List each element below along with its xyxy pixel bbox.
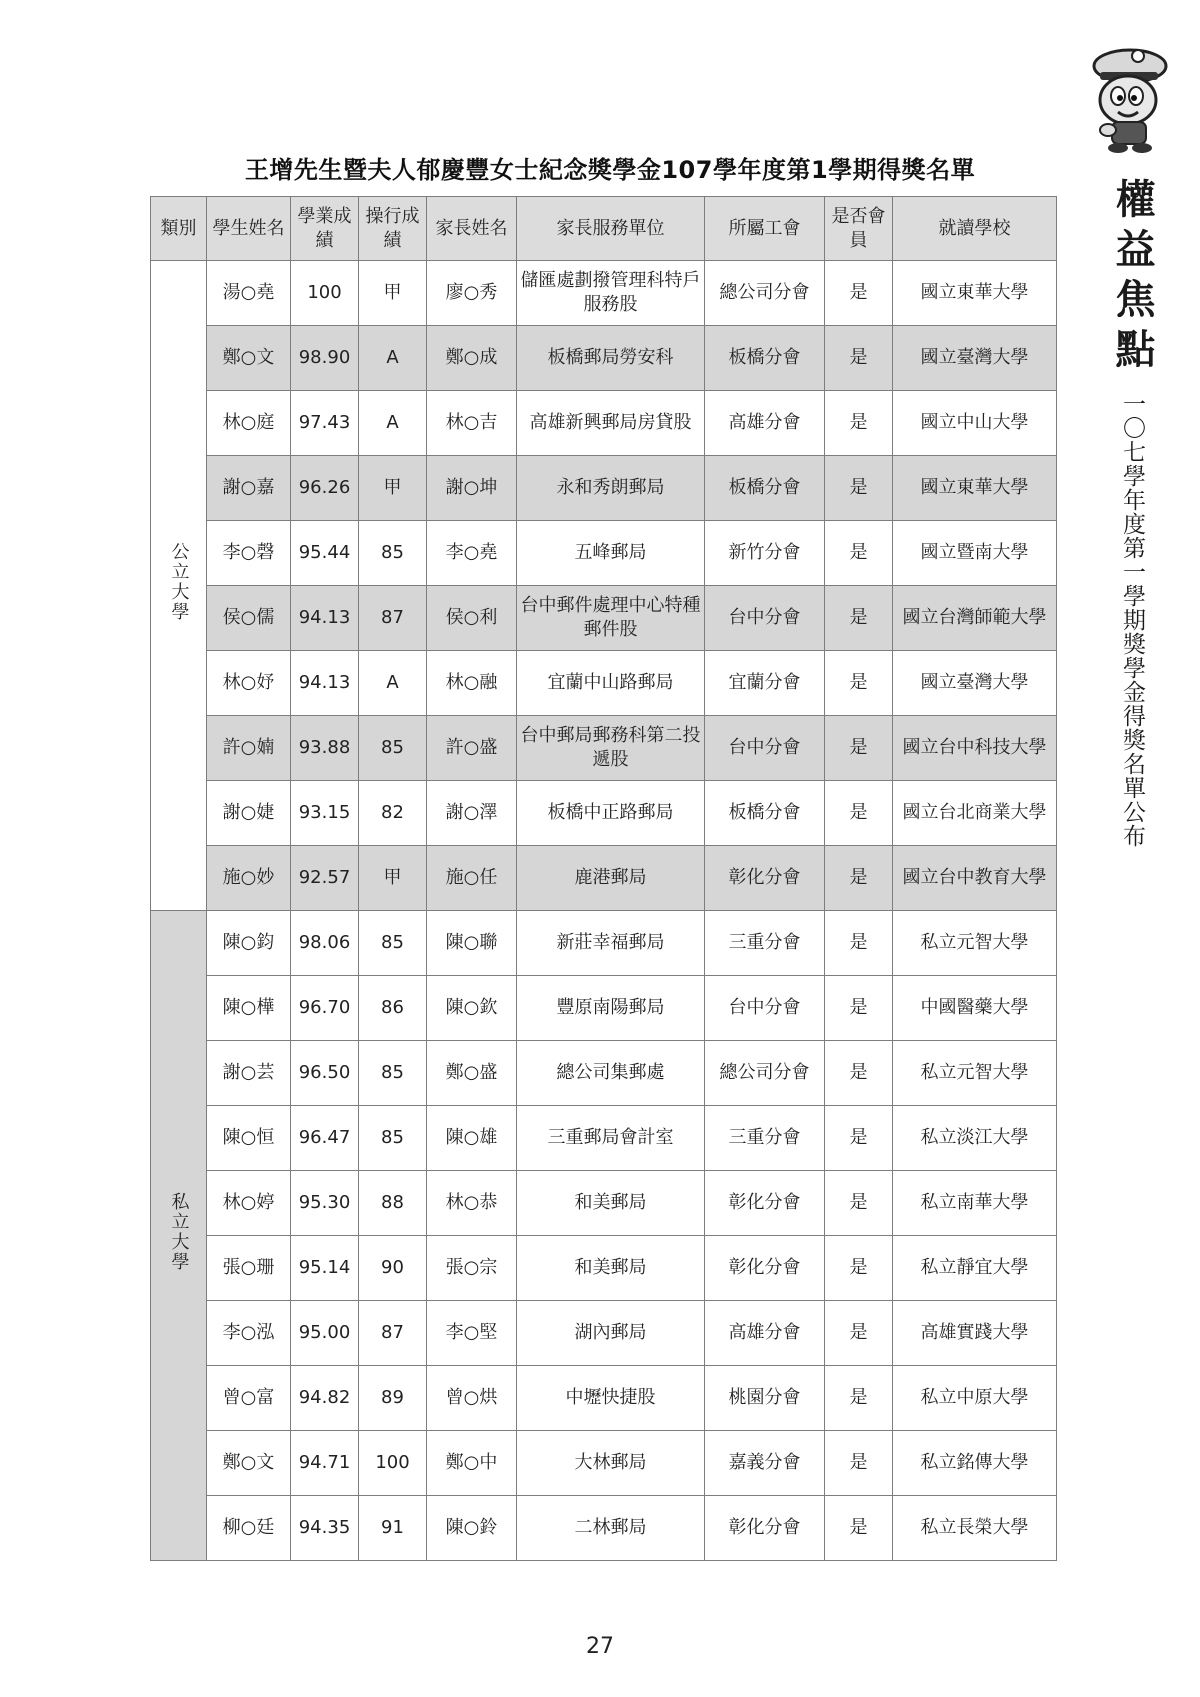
parent-unit-cell: 豐原南陽郵局 xyxy=(517,976,705,1041)
academic-score-cell: 92.57 xyxy=(291,846,359,911)
school-cell: 國立東華大學 xyxy=(893,456,1057,521)
table-row xyxy=(151,326,1057,391)
student-name-cell: 鄭○文 xyxy=(207,1431,291,1496)
parent-unit-cell: 中壢快捷股 xyxy=(517,1366,705,1431)
parent-name-cell: 謝○澤 xyxy=(427,781,517,846)
header-member: 是否會員 xyxy=(825,197,893,261)
page-number: 27 xyxy=(586,1634,614,1659)
school-cell: 私立南華大學 xyxy=(893,1171,1057,1236)
school-cell: 中國醫藥大學 xyxy=(893,976,1057,1041)
conduct-score-cell: 85 xyxy=(359,911,427,976)
parent-name-cell: 陳○鈴 xyxy=(427,1496,517,1561)
category-label: 公立大學 xyxy=(168,542,190,622)
table-row xyxy=(151,911,1057,976)
parent-name-cell: 陳○聯 xyxy=(427,911,517,976)
school-cell: 國立中山大學 xyxy=(893,391,1057,456)
conduct-score-cell: A xyxy=(359,391,427,456)
student-name-cell: 林○庭 xyxy=(207,391,291,456)
student-name-cell: 謝○嘉 xyxy=(207,456,291,521)
member-cell: 是 xyxy=(825,1171,893,1236)
academic-score-cell: 95.44 xyxy=(291,521,359,586)
student-name-cell: 謝○芸 xyxy=(207,1041,291,1106)
conduct-score-cell: 86 xyxy=(359,976,427,1041)
member-cell: 是 xyxy=(825,1496,893,1561)
school-cell: 國立台中科技大學 xyxy=(893,716,1057,781)
parent-unit-cell: 二林郵局 xyxy=(517,1496,705,1561)
header-student-name: 學生姓名 xyxy=(207,197,291,261)
member-cell: 是 xyxy=(825,1431,893,1496)
student-name-cell: 湯○堯 xyxy=(207,261,291,326)
union-cell: 高雄分會 xyxy=(705,1301,825,1366)
academic-score-cell: 95.14 xyxy=(291,1236,359,1301)
member-cell: 是 xyxy=(825,781,893,846)
member-cell: 是 xyxy=(825,586,893,651)
table-row xyxy=(151,391,1057,456)
header-parent-unit: 家長服務單位 xyxy=(517,197,705,261)
student-name-cell: 李○泓 xyxy=(207,1301,291,1366)
union-cell: 總公司分會 xyxy=(705,1041,825,1106)
member-cell: 是 xyxy=(825,976,893,1041)
academic-score-cell: 95.30 xyxy=(291,1171,359,1236)
conduct-score-cell: 89 xyxy=(359,1366,427,1431)
parent-name-cell: 侯○利 xyxy=(427,586,517,651)
table-row xyxy=(151,1041,1057,1106)
header-union: 所屬工會 xyxy=(705,197,825,261)
table-row xyxy=(151,1171,1057,1236)
parent-unit-cell: 儲匯處劃撥管理科特戶服務股 xyxy=(517,261,705,326)
union-cell: 彰化分會 xyxy=(705,846,825,911)
parent-name-cell: 林○吉 xyxy=(427,391,517,456)
table-row xyxy=(151,261,1057,326)
academic-score-cell: 96.26 xyxy=(291,456,359,521)
parent-name-cell: 廖○秀 xyxy=(427,261,517,326)
member-cell: 是 xyxy=(825,456,893,521)
school-cell: 國立台北商業大學 xyxy=(893,781,1057,846)
parent-name-cell: 謝○坤 xyxy=(427,456,517,521)
table-row xyxy=(151,456,1057,521)
conduct-score-cell: 85 xyxy=(359,1041,427,1106)
parent-unit-cell: 鹿港郵局 xyxy=(517,846,705,911)
student-name-cell: 陳○鈞 xyxy=(207,911,291,976)
member-cell: 是 xyxy=(825,391,893,456)
academic-score-cell: 98.06 xyxy=(291,911,359,976)
academic-score-cell: 96.70 xyxy=(291,976,359,1041)
parent-unit-cell: 高雄新興郵局房貸股 xyxy=(517,391,705,456)
parent-unit-cell: 永和秀朗郵局 xyxy=(517,456,705,521)
conduct-score-cell: 甲 xyxy=(359,261,427,326)
parent-unit-cell: 湖內郵局 xyxy=(517,1301,705,1366)
member-cell: 是 xyxy=(825,651,893,716)
header-conduct-score: 操行成績 xyxy=(359,197,427,261)
parent-name-cell: 鄭○盛 xyxy=(427,1041,517,1106)
parent-name-cell: 鄭○成 xyxy=(427,326,517,391)
table-row xyxy=(151,1236,1057,1301)
academic-score-cell: 96.50 xyxy=(291,1041,359,1106)
member-cell: 是 xyxy=(825,1236,893,1301)
school-cell: 私立長榮大學 xyxy=(893,1496,1057,1561)
school-cell: 國立台中教育大學 xyxy=(893,846,1057,911)
union-cell: 高雄分會 xyxy=(705,391,825,456)
school-cell: 私立元智大學 xyxy=(893,911,1057,976)
academic-score-cell: 96.47 xyxy=(291,1106,359,1171)
table-row xyxy=(151,976,1057,1041)
member-cell: 是 xyxy=(825,716,893,781)
table-row xyxy=(151,586,1057,651)
school-cell: 私立靜宜大學 xyxy=(893,1236,1057,1301)
parent-unit-cell: 板橋中正路郵局 xyxy=(517,781,705,846)
student-name-cell: 鄭○文 xyxy=(207,326,291,391)
member-cell: 是 xyxy=(825,326,893,391)
parent-name-cell: 陳○欽 xyxy=(427,976,517,1041)
member-cell: 是 xyxy=(825,1366,893,1431)
conduct-score-cell: 82 xyxy=(359,781,427,846)
conduct-score-cell: 88 xyxy=(359,1171,427,1236)
conduct-score-cell: 90 xyxy=(359,1236,427,1301)
union-cell: 板橋分會 xyxy=(705,326,825,391)
student-name-cell: 施○妙 xyxy=(207,846,291,911)
academic-score-cell: 94.71 xyxy=(291,1431,359,1496)
header-school: 就讀學校 xyxy=(893,197,1057,261)
union-cell: 板橋分會 xyxy=(705,781,825,846)
student-name-cell: 林○婷 xyxy=(207,1171,291,1236)
parent-unit-cell: 和美郵局 xyxy=(517,1171,705,1236)
table-row xyxy=(151,521,1057,586)
category-cell xyxy=(151,261,207,911)
academic-score-cell: 93.88 xyxy=(291,716,359,781)
union-cell: 嘉義分會 xyxy=(705,1431,825,1496)
parent-unit-cell: 和美郵局 xyxy=(517,1236,705,1301)
table-row xyxy=(151,781,1057,846)
student-name-cell: 李○磬 xyxy=(207,521,291,586)
section-subtitle: 一〇七學年度第一學期獎學金得獎名單公布 xyxy=(1119,392,1145,848)
student-name-cell: 張○珊 xyxy=(207,1236,291,1301)
union-cell: 彰化分會 xyxy=(705,1236,825,1301)
union-cell: 三重分會 xyxy=(705,1106,825,1171)
academic-score-cell: 97.43 xyxy=(291,391,359,456)
student-name-cell: 陳○樺 xyxy=(207,976,291,1041)
page-title: 王增先生暨夫人郁慶豐女士紀念獎學金107學年度第1學期得獎名單 xyxy=(244,156,976,184)
school-cell: 私立中原大學 xyxy=(893,1366,1057,1431)
academic-score-cell: 95.00 xyxy=(291,1301,359,1366)
conduct-score-cell: 100 xyxy=(359,1431,427,1496)
member-cell: 是 xyxy=(825,1301,893,1366)
academic-score-cell: 100 xyxy=(291,261,359,326)
academic-score-cell: 94.35 xyxy=(291,1496,359,1561)
member-cell: 是 xyxy=(825,1041,893,1106)
conduct-score-cell: 甲 xyxy=(359,456,427,521)
conduct-score-cell: 91 xyxy=(359,1496,427,1561)
union-cell: 彰化分會 xyxy=(705,1496,825,1561)
union-cell: 三重分會 xyxy=(705,911,825,976)
header-category: 類別 xyxy=(151,197,207,261)
header-academic-score: 學業成績 xyxy=(291,197,359,261)
school-cell: 私立淡江大學 xyxy=(893,1106,1057,1171)
table-row xyxy=(151,1496,1057,1561)
table-row xyxy=(151,651,1057,716)
student-name-cell: 侯○儒 xyxy=(207,586,291,651)
table-row xyxy=(151,1431,1057,1496)
table-row xyxy=(151,1106,1057,1171)
school-cell: 私立銘傳大學 xyxy=(893,1431,1057,1496)
header-parent-name: 家長姓名 xyxy=(427,197,517,261)
parent-unit-cell: 三重郵局會計室 xyxy=(517,1106,705,1171)
member-cell: 是 xyxy=(825,911,893,976)
school-cell: 國立台灣師範大學 xyxy=(893,586,1057,651)
academic-score-cell: 94.82 xyxy=(291,1366,359,1431)
parent-name-cell: 施○任 xyxy=(427,846,517,911)
union-cell: 台中分會 xyxy=(705,976,825,1041)
conduct-score-cell: 87 xyxy=(359,1301,427,1366)
school-cell: 私立元智大學 xyxy=(893,1041,1057,1106)
school-cell: 國立臺灣大學 xyxy=(893,326,1057,391)
table-row xyxy=(151,716,1057,781)
member-cell: 是 xyxy=(825,846,893,911)
academic-score-cell: 94.13 xyxy=(291,586,359,651)
table-row xyxy=(151,1366,1057,1431)
parent-unit-cell: 總公司集郵處 xyxy=(517,1041,705,1106)
parent-unit-cell: 大林郵局 xyxy=(517,1431,705,1496)
parent-unit-cell: 宜蘭中山路郵局 xyxy=(517,651,705,716)
parent-unit-cell: 新莊幸福郵局 xyxy=(517,911,705,976)
academic-score-cell: 94.13 xyxy=(291,651,359,716)
union-cell: 板橋分會 xyxy=(705,456,825,521)
union-cell: 總公司分會 xyxy=(705,261,825,326)
parent-name-cell: 陳○雄 xyxy=(427,1106,517,1171)
parent-unit-cell: 台中郵件處理中心特種郵件股 xyxy=(517,586,705,651)
academic-score-cell: 93.15 xyxy=(291,781,359,846)
table-body xyxy=(151,261,1057,1561)
conduct-score-cell: 85 xyxy=(359,1106,427,1171)
parent-name-cell: 李○堅 xyxy=(427,1301,517,1366)
mascot-logo xyxy=(1078,42,1178,154)
academic-score-cell: 98.90 xyxy=(291,326,359,391)
conduct-score-cell: 甲 xyxy=(359,846,427,911)
student-name-cell: 陳○恒 xyxy=(207,1106,291,1171)
school-cell: 高雄實踐大學 xyxy=(893,1301,1057,1366)
parent-name-cell: 曾○烘 xyxy=(427,1366,517,1431)
school-cell: 國立東華大學 xyxy=(893,261,1057,326)
table-row xyxy=(151,1301,1057,1366)
parent-name-cell: 林○恭 xyxy=(427,1171,517,1236)
member-cell: 是 xyxy=(825,521,893,586)
member-cell: 是 xyxy=(825,1106,893,1171)
union-cell: 彰化分會 xyxy=(705,1171,825,1236)
parent-unit-cell: 板橋郵局勞安科 xyxy=(517,326,705,391)
school-cell: 國立暨南大學 xyxy=(893,521,1057,586)
member-cell: 是 xyxy=(825,261,893,326)
student-name-cell: 謝○婕 xyxy=(207,781,291,846)
conduct-score-cell: 85 xyxy=(359,716,427,781)
parent-name-cell: 張○宗 xyxy=(427,1236,517,1301)
category-label: 私立大學 xyxy=(168,1192,190,1272)
section-name: 權益焦點 xyxy=(1109,178,1156,378)
conduct-score-cell: 85 xyxy=(359,521,427,586)
union-cell: 台中分會 xyxy=(705,716,825,781)
union-cell: 新竹分會 xyxy=(705,521,825,586)
category-cell xyxy=(151,911,207,1561)
union-cell: 桃園分會 xyxy=(705,1366,825,1431)
student-name-cell: 許○婻 xyxy=(207,716,291,781)
parent-name-cell: 林○融 xyxy=(427,651,517,716)
parent-unit-cell: 台中郵局郵務科第二投遞股 xyxy=(517,716,705,781)
scholarship-table xyxy=(150,196,1057,1561)
side-section-title xyxy=(1108,178,1156,848)
union-cell: 台中分會 xyxy=(705,586,825,651)
table-row xyxy=(151,846,1057,911)
student-name-cell: 林○妤 xyxy=(207,651,291,716)
conduct-score-cell: A xyxy=(359,326,427,391)
school-cell: 國立臺灣大學 xyxy=(893,651,1057,716)
student-name-cell: 曾○富 xyxy=(207,1366,291,1431)
parent-name-cell: 鄭○中 xyxy=(427,1431,517,1496)
union-cell: 宜蘭分會 xyxy=(705,651,825,716)
parent-unit-cell: 五峰郵局 xyxy=(517,521,705,586)
parent-name-cell: 李○堯 xyxy=(427,521,517,586)
conduct-score-cell: 87 xyxy=(359,586,427,651)
table-header xyxy=(151,197,1057,261)
conduct-score-cell: A xyxy=(359,651,427,716)
parent-name-cell: 許○盛 xyxy=(427,716,517,781)
student-name-cell: 柳○廷 xyxy=(207,1496,291,1561)
